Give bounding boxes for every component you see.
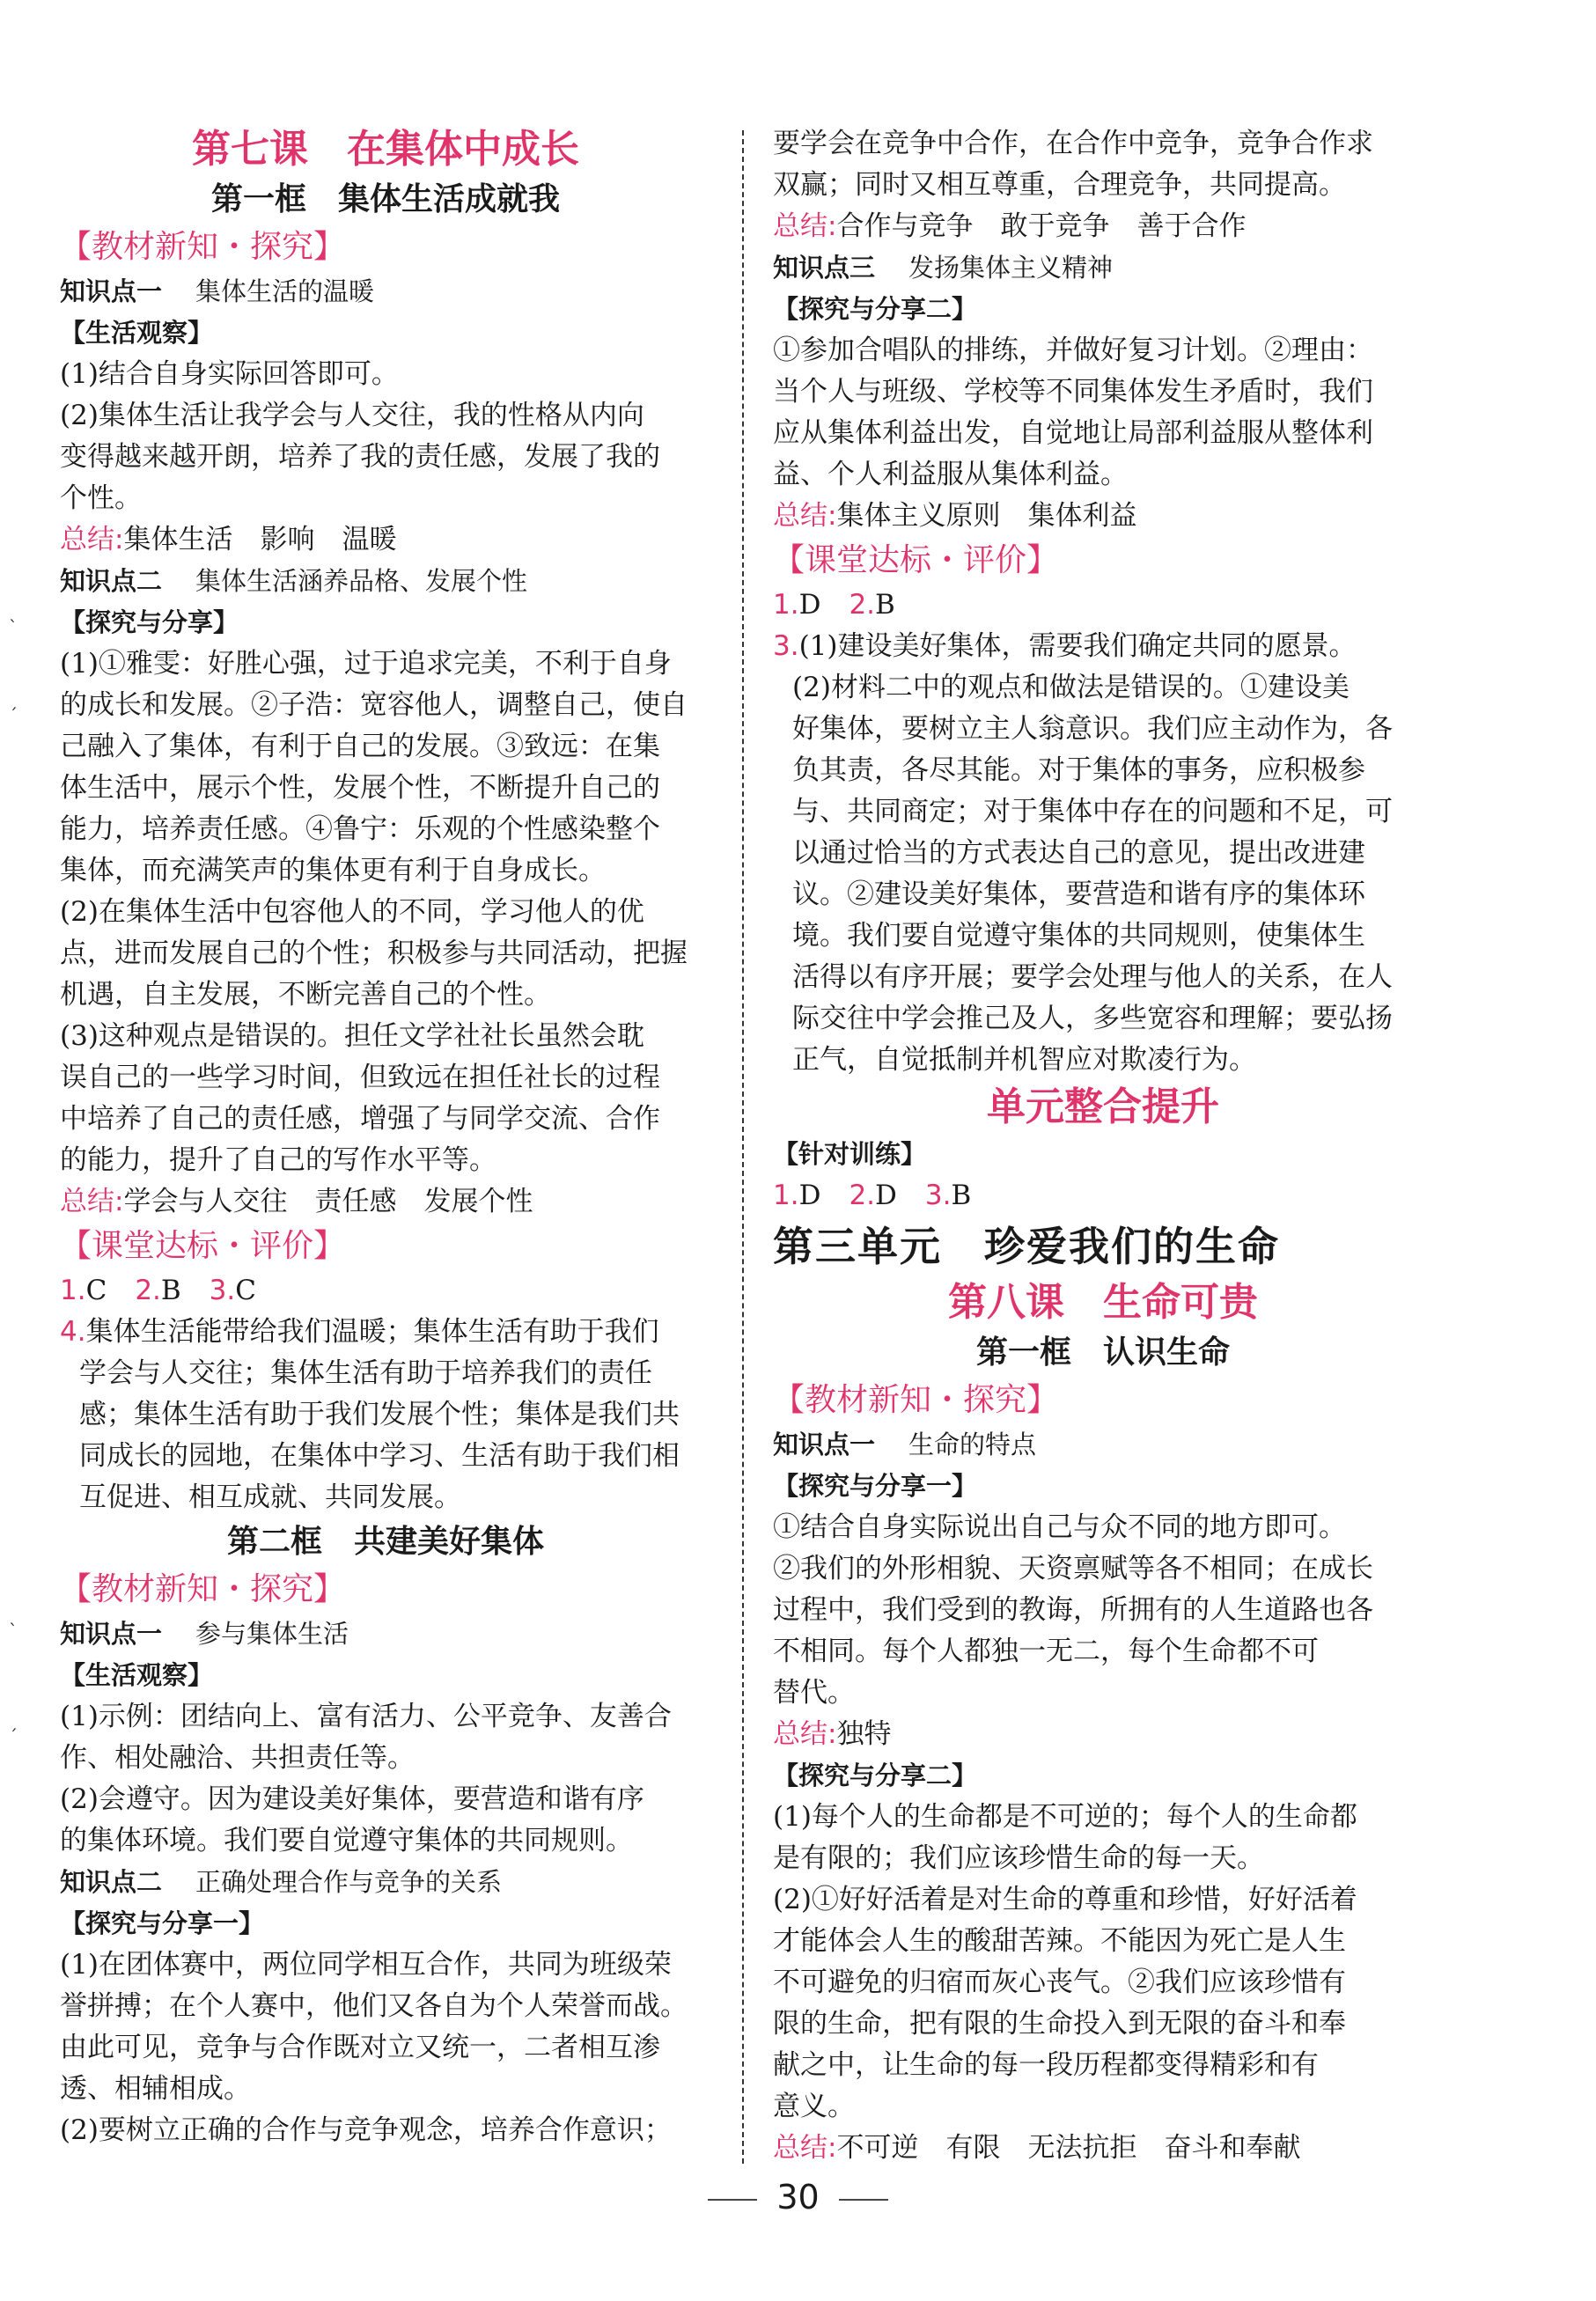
text-line: 正气，自觉抵制并机智应对欺凌行为。 — [792, 1044, 1256, 1076]
text-line: 的成长和发展。②子浩：宽容他人，调整自己，使自 — [60, 689, 688, 721]
lesson-title: 单元整合提升 — [987, 1084, 1219, 1129]
summary-label: 总结: — [60, 1186, 124, 1217]
answer-row — [773, 1175, 1433, 1217]
text-line: (1)结合自身实际回答即可。 — [60, 358, 399, 390]
footer-dash-right — [839, 2199, 888, 2201]
page-footer — [0, 2178, 1596, 2216]
subsection-heading: 【探究与分享二】 — [773, 294, 978, 324]
answer-choice: D — [798, 589, 821, 621]
text-line: (1)在团体赛中，两位同学相互合作，共同为班级荣 — [60, 1949, 672, 1981]
section-heading: 【教材新知・探究】 — [60, 229, 346, 265]
text-line: 应从集体利益出发，自觉地让局部利益服从整体利 — [773, 417, 1373, 449]
knowledge-point-heading — [60, 1614, 711, 1655]
knowledge-point-title: 发扬集体主义精神 — [908, 253, 1114, 283]
text-line: 能力，培养责任感。④鲁宁：乐观的个性感染整个 — [60, 813, 660, 845]
subsection-heading: 【探究与分享一】 — [773, 1471, 978, 1501]
knowledge-point-title: 集体生活的温暖 — [195, 276, 375, 306]
summary-label: 总结: — [60, 524, 124, 555]
binding-mark: ˊ — [9, 1725, 18, 1746]
text-line: 意义。 — [773, 2091, 855, 2122]
text-line: 点，进而发展自己的个性；积极参与共同活动，把握 — [60, 937, 688, 969]
text-line: ①结合自身实际说出自己与众不同的地方即可。 — [773, 1511, 1346, 1543]
text-line: (2)集体生活让我学会与人交往，我的性格从内向 — [60, 400, 644, 431]
text-line: (2)①好好活着是对生命的尊重和珍惜，好好活着 — [773, 1884, 1357, 1915]
binding-mark: ˋ — [9, 616, 18, 637]
answer-row — [60, 1270, 711, 1312]
text-line: (2)在集体生活中包容他人的不同，学习他人的优 — [60, 896, 644, 928]
answer-number: 1. — [773, 1180, 799, 1211]
knowledge-point-heading — [60, 271, 711, 312]
knowledge-point-label: 知识点一 — [60, 276, 163, 306]
text-line: 过程中，我们受到的教诲，所拥有的人生道路也各 — [773, 1594, 1373, 1626]
summary-line — [773, 496, 1433, 537]
answer-choice: C — [85, 1275, 107, 1306]
summary-line — [60, 1181, 711, 1223]
text-line: 由此可见，竞争与合作既对立又统一，二者相互渗 — [60, 2032, 660, 2063]
summary-text: 合作与竞争 敢于竞争 善于合作 — [836, 210, 1247, 242]
answer-number: 3. — [209, 1275, 236, 1306]
summary-line — [773, 1714, 1433, 1755]
text-line: 是有限的；我们应该珍惜生命的每一天。 — [773, 1842, 1264, 1874]
knowledge-point-title: 参与集体生活 — [195, 1619, 349, 1649]
text-line: 以通过恰当的方式表达自己的意见，提出改进建 — [792, 837, 1365, 869]
right-column — [773, 123, 1433, 2169]
knowledge-point-heading — [60, 1862, 711, 1903]
page-number: 30 — [776, 2178, 820, 2216]
text-line: ②我们的外形相貌、天资禀赋等各不相同；在成长 — [773, 1553, 1373, 1584]
frame-title: 第二框 共建美好集体 — [226, 1524, 544, 1560]
knowledge-point-label: 知识点二 — [60, 566, 163, 596]
section-heading: 【教材新知・探究】 — [60, 1571, 346, 1607]
text-line: 要学会在竞争中合作，在合作中竞争，竞争合作求 — [773, 128, 1373, 159]
summary-text: 集体主义原则 集体利益 — [836, 500, 1137, 532]
knowledge-point-label: 知识点一 — [60, 1619, 163, 1649]
knowledge-point-label: 知识点一 — [773, 1430, 876, 1459]
summary-text: 学会与人交往 责任感 发展个性 — [123, 1186, 533, 1217]
subsection-heading: 【探究与分享二】 — [773, 1761, 978, 1790]
subsection-heading: 【生活观察】 — [60, 1660, 214, 1690]
knowledge-point-title: 正确处理合作与竞争的关系 — [195, 1867, 503, 1897]
answer-choice: D — [875, 1180, 897, 1211]
summary-line — [773, 2128, 1433, 2169]
text-line: 的集体环境。我们要自觉遵守集体的共同规则。 — [60, 1825, 633, 1856]
text-line: 机遇，自主发展，不断完善自己的个性。 — [60, 979, 551, 1011]
binding-mark: ˋ — [9, 1620, 18, 1641]
text-line: 当个人与班级、学校等不同集体发生矛盾时，我们 — [773, 376, 1373, 408]
section-heading: 【课堂达标・评价】 — [773, 542, 1059, 578]
knowledge-point-label: 知识点二 — [60, 1867, 163, 1897]
text-line: 好集体，要树立主人翁意识。我们应主动作为，各 — [792, 713, 1393, 745]
text-line: 感；集体生活有助于我们发展个性；集体是我们共 — [79, 1399, 680, 1430]
text-line: 际交往中学会推己及人，多些宽容和理解；要弘扬 — [792, 1003, 1393, 1034]
knowledge-point-label: 知识点三 — [773, 253, 876, 283]
summary-label: 总结: — [773, 1718, 837, 1750]
summary-label: 总结: — [773, 210, 837, 242]
text-line: 学会与人交往；集体生活有助于培养我们的责任 — [79, 1357, 652, 1389]
summary-label: 总结: — [773, 2132, 837, 2164]
answer-number: 2. — [135, 1275, 161, 1306]
text-line: (1)示例：团结向上、富有活力、公平竞争、友善合 — [60, 1701, 672, 1732]
text-line: 活得以有序开展；要学会处理与他人的关系，在人 — [792, 961, 1393, 993]
subsection-heading: 【针对训练】 — [773, 1139, 927, 1169]
answer-text: 集体生活能带给我们温暖；集体生活有助于我们 — [85, 1316, 659, 1348]
left-column — [60, 123, 711, 2151]
answer-row — [773, 584, 1433, 626]
knowledge-point-title: 生命的特点 — [908, 1430, 1037, 1459]
answer-choice: D — [798, 1180, 821, 1211]
knowledge-point-heading — [60, 561, 711, 602]
knowledge-point-title: 集体生活涵养品格、发展个性 — [195, 566, 528, 596]
section-heading: 【课堂达标・评价】 — [60, 1228, 346, 1264]
subsection-heading: 【探究与分享一】 — [60, 1908, 265, 1938]
unit-title: 第三单元 珍爱我们的生命 — [773, 1223, 1280, 1270]
summary-text: 不可逆 有限 无法抗拒 奋斗和奉献 — [836, 2132, 1301, 2164]
answer-number: 4. — [60, 1316, 86, 1348]
text-line: 己融入了集体，有利于自己的发展。③致远：在集 — [60, 731, 660, 762]
text-line: (2)要树立正确的合作与竞争观念，培养合作意识； — [60, 2114, 672, 2146]
text-line: 集体，而充满笑声的集体更有利于自身成长。 — [60, 855, 606, 886]
subsection-heading: 【生活观察】 — [60, 318, 214, 348]
text-line: 不相同。每个人都独一无二，每个生命都不可 — [773, 1636, 1319, 1667]
text-line: 作、相处融洽、共担责任等。 — [60, 1742, 415, 1774]
text-line: ①参加合唱队的排练，并做好复习计划。②理由： — [773, 334, 1373, 366]
text-line: (1)每个人的生命都是不可逆的；每个人的生命都 — [773, 1801, 1357, 1833]
knowledge-point-heading — [773, 247, 1433, 289]
answer-number: 3. — [773, 630, 799, 662]
answer-choice: B — [160, 1275, 181, 1306]
text-line: 誉拼搏；在个人赛中，他们又各自为个人荣誉而战。 — [60, 1990, 688, 2022]
text-line: (1)①雅雯：好胜心强，过于追求完美，不利于自身 — [60, 648, 672, 680]
text-line: 透、相辅相成。 — [60, 2073, 251, 2105]
text-line: 议。②建设美好集体，要营造和谐有序的集体环 — [792, 878, 1365, 910]
answer-number: 2. — [849, 589, 876, 621]
answer-choice: B — [875, 589, 895, 621]
text-line: 的能力，提升了自己的写作水平等。 — [60, 1144, 496, 1176]
frame-title: 第一框 集体生活成就我 — [210, 181, 560, 217]
answer-number: 1. — [60, 1275, 86, 1306]
frame-title: 第一框 认识生命 — [975, 1334, 1230, 1371]
answer-number: 3. — [924, 1180, 952, 1211]
answer-choice: C — [235, 1275, 256, 1306]
column-divider — [742, 130, 744, 2164]
text-line: 体生活中，展示个性，发展个性，不断提升自己的 — [60, 772, 660, 804]
summary-line — [60, 519, 711, 561]
text-line: 不可避免的归宿而灰心丧气。②我们应该珍惜有 — [773, 1967, 1346, 1998]
knowledge-point-heading — [773, 1424, 1433, 1466]
lesson-title: 第八课 生命可贵 — [948, 1280, 1258, 1325]
text-line: 限的生命，把有限的生命投入到无限的奋斗和奉 — [773, 2008, 1346, 2040]
answer-text: (1)建设美好集体，需要我们确定共同的愿景。 — [798, 630, 1357, 662]
binding-mark: ˊ — [9, 704, 18, 725]
answer-number: 2. — [849, 1180, 876, 1211]
answer-number: 1. — [773, 589, 799, 621]
text-line: 变得越来越开朗，培养了我的责任感，发展了我的 — [60, 441, 660, 473]
summary-line — [773, 206, 1433, 247]
text-line: (3)这种观点是错误的。担任文学社社长虽然会耽 — [60, 1020, 644, 1052]
text-line: 个性。 — [60, 482, 142, 514]
answer-line — [60, 1312, 711, 1353]
text-line: 献之中，让生命的每一段历程都变得精彩和有 — [773, 2049, 1319, 2081]
text-line: 替代。 — [773, 1677, 855, 1709]
text-line: (2)材料二中的观点和做法是错误的。①建设美 — [792, 672, 1350, 703]
section-heading: 【教材新知・探究】 — [773, 1382, 1059, 1418]
summary-text: 集体生活 影响 温暖 — [123, 524, 397, 555]
text-line: 同成长的园地，在集体中学习、生活有助于我们相 — [79, 1440, 680, 1472]
text-line: 境。我们要自觉遵守集体的共同规则，使集体生 — [792, 920, 1365, 952]
answer-line — [773, 626, 1433, 667]
summary-label: 总结: — [773, 500, 837, 532]
text-line: 才能体会人生的酸甜苦辣。不能因为死亡是人生 — [773, 1925, 1346, 1957]
subsection-heading: 【探究与分享】 — [60, 607, 239, 637]
summary-text: 独特 — [836, 1718, 892, 1750]
text-line: 益、个人利益服从集体利益。 — [773, 459, 1128, 490]
text-line: 互促进、相互成就、共同发展。 — [79, 1481, 461, 1513]
text-line: 误自己的一些学习时间，但致远在担任社长的过程 — [60, 1062, 660, 1093]
text-line: 与、共同商定；对于集体中存在的问题和不足，可 — [792, 796, 1393, 827]
footer-dash-left — [708, 2199, 757, 2201]
text-line: 中培养了自己的责任感，增强了与同学交流、合作 — [60, 1103, 660, 1135]
text-line: 双赢；同时又相互尊重，合理竞争，共同提高。 — [773, 169, 1346, 201]
answer-choice: B — [951, 1180, 972, 1211]
text-line: 负其责，各尽其能。对于集体的事务，应积极参 — [792, 754, 1365, 786]
text-line: (2)会遵守。因为建设美好集体，要营造和谐有序 — [60, 1783, 644, 1815]
lesson-title: 第七课 在集体中成长 — [192, 127, 579, 172]
